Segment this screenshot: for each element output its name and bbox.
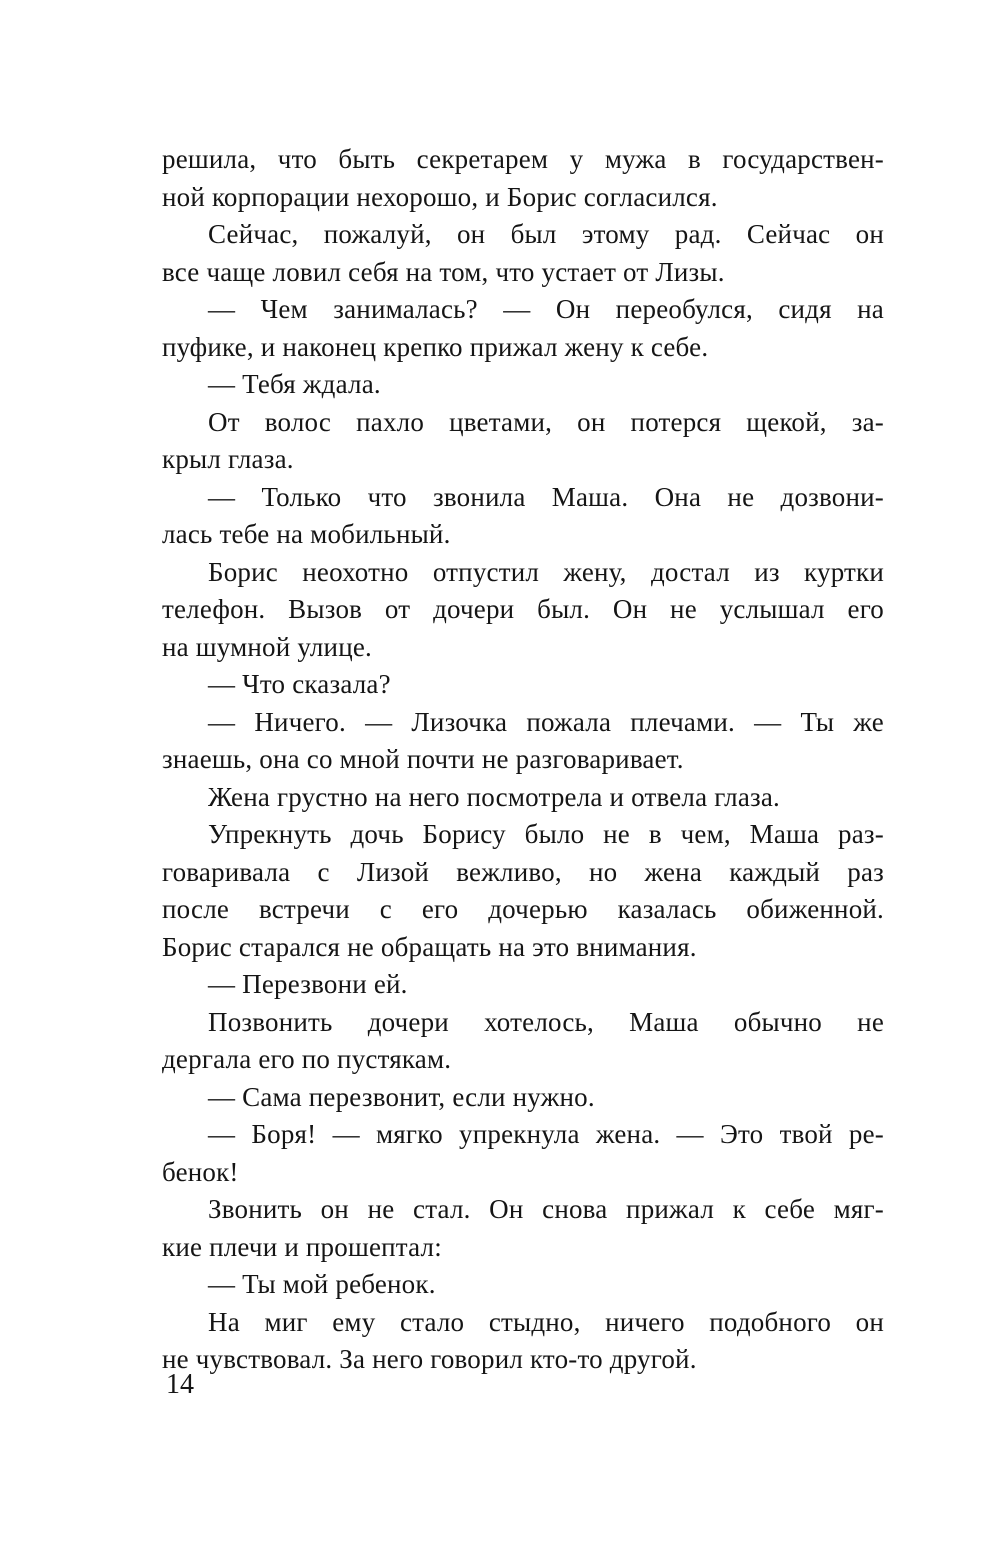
text-line: телефон. Вызов от дочери был. Он не услышал его [162, 594, 884, 624]
paragraph [162, 704, 884, 779]
paragraph [162, 1304, 884, 1379]
paragraph [162, 404, 884, 479]
text-line: ной корпорации нехорошо, и Борис согласился. [162, 181, 718, 212]
text-line: кие плечи и прошептал: [162, 1231, 442, 1262]
text-line: — Что сказала? [208, 669, 391, 699]
text-line: на шумной улице. [162, 631, 372, 662]
paragraph [162, 966, 884, 1004]
paragraph [162, 216, 884, 291]
text-line: На миг ему стало стыдно, ничего подобного он [208, 1306, 884, 1337]
paragraph [162, 779, 884, 817]
text-line: знаешь, она со мной почти не разговаривает. [162, 744, 684, 774]
paragraph [162, 1191, 884, 1266]
text-line: бенок! [162, 1156, 239, 1187]
text-line: не чувствовал. За него говорил кто-то другой. [162, 1344, 697, 1374]
paragraph [162, 1004, 884, 1079]
paragraph [162, 666, 884, 704]
paragraph [162, 816, 884, 966]
text-line: решила, что быть секретарем у мужа в государствен- [162, 144, 884, 174]
text-line: Позвонить дочери хотелось, Маша обычно не [208, 1006, 884, 1037]
text-line: Борис неохотно отпустил жену, достал из куртки [208, 556, 884, 587]
text-line: Жена грустно на него посмотрела и отвела глаза. [208, 781, 780, 812]
text-line: — Сама перезвонит, если нужно. [208, 1081, 595, 1112]
paragraph [162, 1266, 884, 1304]
text-line: — Только что звонила Маша. Она не дозвони- [208, 481, 884, 512]
text-line: все чаще ловил себя на том, что устает от Лизы. [162, 256, 725, 287]
text-line: крыл глаза. [162, 444, 294, 474]
text-line: — Чем занималась? — Он переобулся, сидя на [208, 294, 884, 324]
text-line: — Боря! — мягко упрекнула жена. — Это твой ре- [208, 1119, 884, 1149]
text-line: — Перезвони ей. [208, 969, 408, 999]
text-line: От волос пахло цветами, он потерся щекой, за- [208, 406, 884, 437]
text-line: Сейчас, пожалуй, он был этому рад. Сейчас он [208, 219, 884, 249]
text-line: — Тебя ждала. [208, 369, 381, 399]
text-line: дергала его по пустякам. [162, 1044, 452, 1074]
text-line: Звонить он не стал. Он снова прижал к себе мяг- [208, 1194, 884, 1224]
text-line: после встречи с его дочерью казалась обиженной. [162, 894, 884, 924]
text-line: пуфике, и наконец крепко прижал жену к себе. [162, 331, 709, 362]
paragraph [162, 291, 884, 366]
text-line: — Ты мой ребенок. [208, 1269, 436, 1299]
paragraph [162, 479, 884, 554]
paragraph [162, 1116, 884, 1191]
text-line: — Ничего. — Лизочка пожала плечами. — Ты же [208, 706, 884, 737]
text-block [162, 141, 884, 1379]
text-line: говаривала с Лизой вежливо, но жена каждый раз [162, 856, 884, 887]
paragraph [162, 1079, 884, 1117]
text-line: Упрекнуть дочь Борису было не в чем, Маша раз- [208, 819, 884, 849]
paragraph [162, 141, 884, 216]
paragraph [162, 366, 884, 404]
text-line: Борис старался не обращать на это внимания. [162, 931, 697, 962]
text-line: лась тебе на мобильный. [162, 519, 451, 549]
page-number: 14 [166, 1369, 194, 1400]
paragraph [162, 554, 884, 667]
